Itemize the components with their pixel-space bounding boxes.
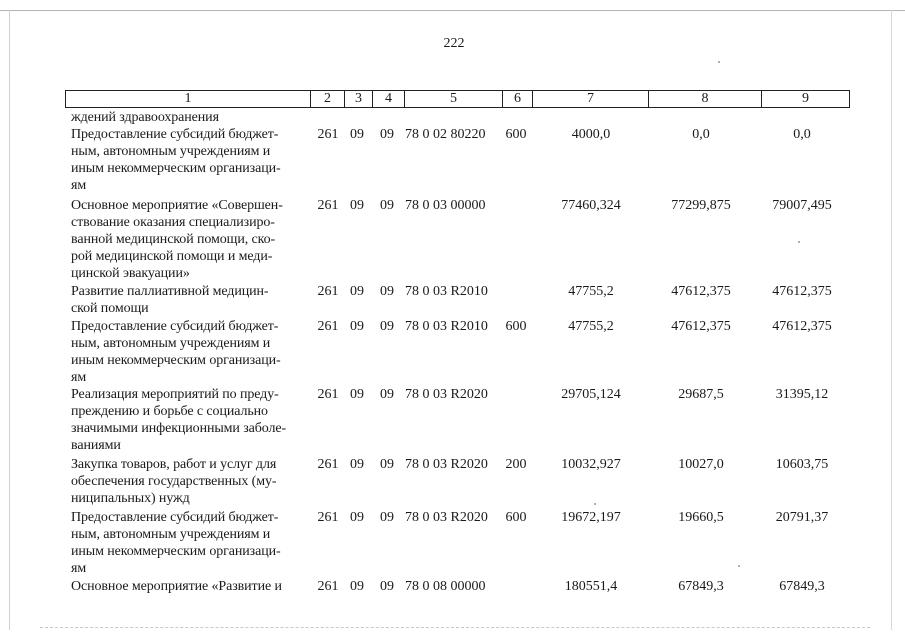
cell-col-3: 09 bbox=[350, 284, 364, 299]
header-col-9: 9 bbox=[761, 91, 849, 107]
cell-col-5: 78 0 03 R2020 bbox=[405, 387, 488, 402]
cell-col-8: 10027,0 bbox=[678, 457, 724, 472]
row-description: Закупка товаров, работ и услуг для обеспечения государственных (му- ниципальных) нужд bbox=[71, 457, 277, 506]
cell-col-2: 261 bbox=[317, 510, 339, 525]
cell-col-2: 261 bbox=[317, 319, 339, 334]
row-description: Основное мероприятие «Совершен- ствование оказания специализиро- ванной медицинской помощи, ско- рой медицинской помощи и меди- цинской эвакуации» bbox=[71, 198, 283, 281]
cell-col-3: 09 bbox=[350, 127, 364, 142]
cell-col-2: 261 bbox=[317, 127, 339, 142]
cell-col-7: 77460,324 bbox=[561, 198, 621, 213]
scan-speck bbox=[798, 241, 800, 243]
cell-col-4: 09 bbox=[380, 198, 394, 213]
cell-col-9: 10603,75 bbox=[775, 457, 829, 472]
scan-speck bbox=[594, 503, 596, 505]
cell-col-8: 47612,375 bbox=[671, 284, 731, 299]
cell-col-3: 09 bbox=[350, 198, 364, 213]
cell-col-7: 47755,2 bbox=[568, 284, 614, 299]
cell-col-2: 261 bbox=[317, 579, 339, 594]
cell-col-9: 47612,375 bbox=[772, 284, 832, 299]
header-col-1: 1 bbox=[184, 91, 192, 106]
scan-noise-line bbox=[40, 627, 870, 628]
row-description: Развитие паллиативной медицин- ской помощи bbox=[71, 284, 269, 316]
cell-col-3: 09 bbox=[350, 319, 364, 334]
cell-col-9: 47612,375 bbox=[772, 319, 832, 334]
cell-col-3: 09 bbox=[350, 457, 364, 472]
page-edge-left bbox=[9, 10, 10, 630]
row-description: Предоставление субсидий бюджет- ным, автономным учреждениям и иным некоммерческим организаци- ям bbox=[71, 127, 281, 193]
header-col-4: 4 bbox=[372, 91, 404, 107]
cell-col-9: 20791,37 bbox=[775, 510, 829, 525]
header-col-2: 2 bbox=[310, 91, 344, 107]
cell-col-7: 180551,4 bbox=[564, 579, 618, 594]
cell-col-2: 261 bbox=[317, 457, 339, 472]
row-description: Основное мероприятие «Развитие и bbox=[71, 579, 282, 594]
cell-col-6: 600 bbox=[505, 510, 527, 525]
page-number: 222 bbox=[443, 36, 465, 51]
cell-col-7: 4000,0 bbox=[571, 127, 611, 142]
cell-col-5: 78 0 03 R2020 bbox=[405, 510, 488, 525]
cell-col-4: 09 bbox=[380, 387, 394, 402]
cell-col-2: 261 bbox=[317, 284, 339, 299]
page-edge-right bbox=[891, 10, 892, 630]
cell-col-4: 09 bbox=[380, 579, 394, 594]
row-description: ждений здравоохранения bbox=[71, 110, 219, 125]
header-col-8: 8 bbox=[648, 91, 761, 107]
cell-col-4: 09 bbox=[380, 127, 394, 142]
row-description: Предоставление субсидий бюджет- ным, автономным учреждениям и иным некоммерческим организаци- ям bbox=[71, 319, 281, 385]
cell-col-8: 67849,3 bbox=[678, 579, 724, 594]
cell-col-5: 78 0 03 R2020 bbox=[405, 457, 488, 472]
cell-col-9: 31395,12 bbox=[775, 387, 829, 402]
scan-speck bbox=[718, 61, 720, 63]
cell-col-9: 0,0 bbox=[793, 127, 811, 142]
cell-col-5: 78 0 03 00000 bbox=[405, 198, 486, 213]
cell-col-6: 600 bbox=[505, 319, 527, 334]
cell-col-6: 200 bbox=[505, 457, 527, 472]
row-description: Реализация мероприятий по преду- преждению и борьбе с социально значимыми инфекционными заболе- ваниями bbox=[71, 387, 287, 453]
cell-col-2: 261 bbox=[317, 387, 339, 402]
cell-col-9: 67849,3 bbox=[779, 579, 825, 594]
header-col-6: 6 bbox=[502, 91, 532, 107]
cell-col-5: 78 0 03 R2010 bbox=[405, 284, 488, 299]
cell-col-3: 09 bbox=[350, 387, 364, 402]
cell-col-3: 09 bbox=[350, 510, 364, 525]
cell-col-2: 261 bbox=[317, 198, 339, 213]
cell-col-7: 19672,197 bbox=[561, 510, 621, 525]
cell-col-5: 78 0 03 R2010 bbox=[405, 319, 488, 334]
header-col-7: 7 bbox=[532, 91, 648, 107]
cell-col-4: 09 bbox=[380, 319, 394, 334]
cell-col-8: 77299,875 bbox=[671, 198, 731, 213]
cell-col-7: 10032,927 bbox=[561, 457, 621, 472]
cell-col-7: 47755,2 bbox=[568, 319, 614, 334]
page-edge-top bbox=[0, 10, 905, 11]
cell-col-7: 29705,124 bbox=[561, 387, 621, 402]
table-header-row bbox=[65, 90, 850, 108]
cell-col-8: 29687,5 bbox=[678, 387, 724, 402]
cell-col-8: 47612,375 bbox=[671, 319, 731, 334]
cell-col-9: 79007,495 bbox=[772, 198, 832, 213]
cell-col-4: 09 bbox=[380, 284, 394, 299]
cell-col-4: 09 bbox=[380, 510, 394, 525]
cell-col-6: 600 bbox=[505, 127, 527, 142]
cell-col-4: 09 bbox=[380, 457, 394, 472]
cell-col-3: 09 bbox=[350, 579, 364, 594]
header-col-3: 3 bbox=[344, 91, 372, 107]
scan-speck bbox=[738, 565, 740, 567]
cell-col-8: 0,0 bbox=[692, 127, 710, 142]
row-description: Предоставление субсидий бюджет- ным, автономным учреждениям и иным некоммерческим организаци- ям bbox=[71, 510, 281, 576]
cell-col-8: 19660,5 bbox=[678, 510, 724, 525]
cell-col-5: 78 0 08 00000 bbox=[405, 579, 486, 594]
cell-col-5: 78 0 02 80220 bbox=[405, 127, 486, 142]
header-col-5: 5 bbox=[404, 91, 502, 107]
